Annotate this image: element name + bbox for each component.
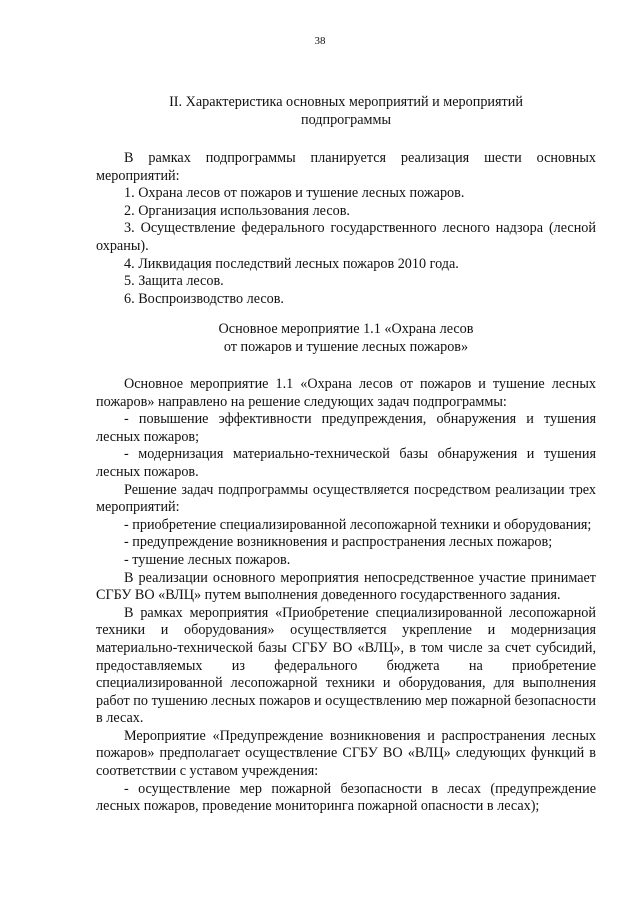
measure-item-3: - тушение лесных пожаров.: [124, 551, 291, 568]
section-heading-line-2: подпрограммы: [301, 111, 391, 128]
list-item-6: 6. Воспроизводство лесов.: [124, 290, 284, 307]
list-item-5: 5. Защита лесов.: [124, 273, 224, 290]
measure-item-1: - приобретение специализированной лесопожарной техники и оборудования;: [124, 516, 592, 533]
task-item-1: - повышение эффективности предупреждения, обнаружения и тушения лесных пожаров;: [96, 411, 596, 445]
body-paragraph-5: Мероприятие «Предупреждение возникновения и распространения лесных пожаров» предполагает осуществление СГБУ ВО «ВЛЦ» следующих функций в соответствии с уставом учреждения:: [96, 727, 596, 780]
list-item-2: 2. Организация использования лесов.: [124, 202, 350, 219]
body-block: [96, 376, 596, 816]
function-item-1: - осуществление мер пожарной безопасности в лесах (предупреждение лесных пожаров, проведение мониторинга пожарной опасности в лесах);: [96, 780, 596, 815]
intro-paragraph: В рамках подпрограммы планируется реализация шести основных мероприятий:: [96, 150, 596, 184]
subsection-heading-line-1: Основное мероприятие 1.1 «Охрана лесов: [218, 321, 474, 337]
section-heading-line-1: II. Характеристика основных мероприятий и мероприятий: [169, 94, 523, 110]
section-heading: [96, 94, 596, 129]
body-paragraph-4: В рамках мероприятия «Приобретение специализированной лесопожарной техники и оборудования» осуществляется укрепление и модернизация материально-технической базы СГБУ ВО «ВЛЦ», в том числе за счет субсидий, предоставляемых из федерального бюджета на приобретение специализированной лесопожарной техники и оборудования, для выполнения работ по тушению лесных пожаров и осуществлению мер пожарной безопасности в лесах.: [96, 604, 596, 727]
list-item-4: 4. Ликвидация последствий лесных пожаров 2010 года.: [124, 255, 459, 272]
page-number: 38: [314, 35, 326, 47]
task-item-2: - модернизация материально-технической базы обнаружения и тушения лесных пожаров.: [96, 446, 596, 480]
measure-item-2: - предупреждение возникновения и распространения лесных пожаров;: [124, 534, 553, 551]
intro-block: [96, 150, 596, 308]
body-paragraph-3: В реализации основного мероприятия непосредственное участие принимает СГБУ ВО «ВЛЦ» путем выполнения доведенного государственного задания.: [96, 569, 596, 604]
list-item-3: 3. Осуществление федерального государственного лесного надзора (лесной охраны).: [96, 220, 596, 254]
subsection-heading: [96, 321, 596, 356]
body-paragraph-1: Основное мероприятие 1.1 «Охрана лесов от пожаров и тушение лесных пожаров» направлено на решение следующих задач подпрограммы:: [96, 376, 596, 410]
body-paragraph-2: Решение задач подпрограммы осуществляется посредством реализации трех мероприятий:: [96, 481, 596, 516]
subsection-heading-line-2: от пожаров и тушение лесных пожаров»: [223, 338, 469, 355]
list-item-1: 1. Охрана лесов от пожаров и тушение лесных пожаров.: [124, 185, 465, 202]
